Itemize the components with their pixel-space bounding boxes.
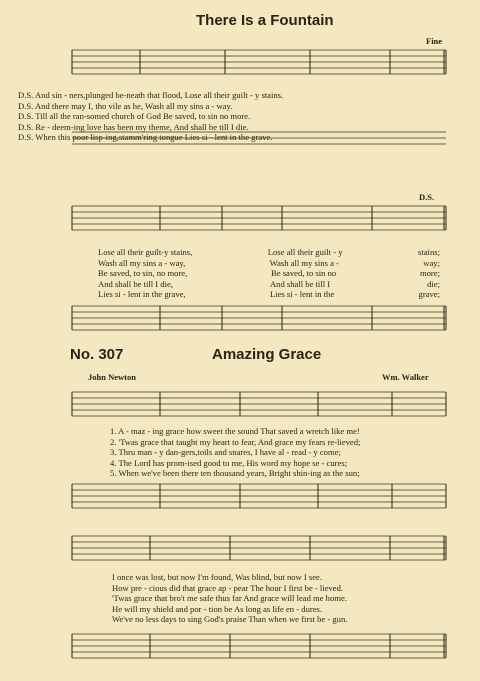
verse-line: We've no less days to sing God's praise Than when we first be - gun.: [112, 614, 348, 625]
chorus-lines: [98, 247, 440, 300]
verse-line: 5. When we've been there ten thousand years, Bright shin-ing as the sun;: [110, 468, 360, 479]
chorus-line: And shall be till I die, And shall be till I die;: [98, 278, 440, 289]
music-staff: [0, 528, 480, 574]
chorus-line: Wash all my sins a - way, Wash all my sins a - way;: [98, 257, 440, 268]
fine-mark: Fine: [426, 36, 443, 46]
music-staff: [0, 302, 480, 338]
verse-lines: [110, 426, 360, 479]
verse-line: D.S. And there may I, tho vile as he, Wash all my sins a - way.: [18, 100, 233, 111]
verse-lines: [112, 572, 347, 625]
composer: Wm. Walker: [382, 372, 429, 382]
hymn-number: No. 307: [70, 346, 124, 363]
hymn-title: There Is a Fountain: [196, 12, 334, 29]
verse-line: D.S. Till all the ran-somed church of God Be saved, to sin no more.: [18, 111, 251, 122]
music-staff: [0, 478, 480, 518]
verse-line: 3. Thru man - y dan-gers,toils and snares, I have al - read - y come;: [110, 447, 341, 458]
verse-line: 'Twas grace that bro't me safe thus far And grace will lead me home.: [112, 593, 347, 604]
music-staff: [0, 130, 480, 146]
verse-line: D.S. And sin - ners,plunged be-neath that flood, Lose all their guilt - y stains.: [18, 90, 284, 100]
ds-mark: D.S.: [419, 192, 435, 202]
verse-line: How pre - cious did that grace ap - pear The hour I first be - lieved.: [112, 582, 344, 593]
author: John Newton: [88, 372, 136, 382]
chorus-line: Lies si - lent in the grave, Lies si - lent in the grave;: [98, 289, 440, 300]
verse-line: 1. A - maz - ing grace how sweet the sound That saved a wretch like me!: [110, 426, 360, 436]
chorus-line: Be saved, to sin, no more, Be saved, to sin no more;: [98, 268, 440, 279]
verse-line: He will my shield and por - tion be As long as life en - dures.: [112, 603, 323, 614]
verse-line: 2. 'Twas grace that taught my heart to fear, And grace my fears re-lieved;: [110, 436, 361, 447]
chorus-line: Lose all their guilt-y stains, Lose all their guilt - y stains;: [98, 247, 440, 257]
verse-line: D.S. Re - deem-ing love has been my theme, And shall be till I die.: [18, 121, 249, 132]
verse-line: 4. The Lord has prom-ised good to me, His word my hope se - cures;: [110, 457, 348, 468]
verse-line: D.S. When this poor lisp-ing,stamm'ring tongue Lies si - lent in the grave.: [18, 132, 273, 143]
music-staff: [0, 628, 480, 668]
music-staff: [0, 198, 480, 250]
music-staff: [0, 384, 480, 430]
verse-line: I once was lost, but now I'm found, Was blind, but now I see.: [112, 572, 323, 582]
hymn-title: Amazing Grace: [212, 346, 322, 363]
